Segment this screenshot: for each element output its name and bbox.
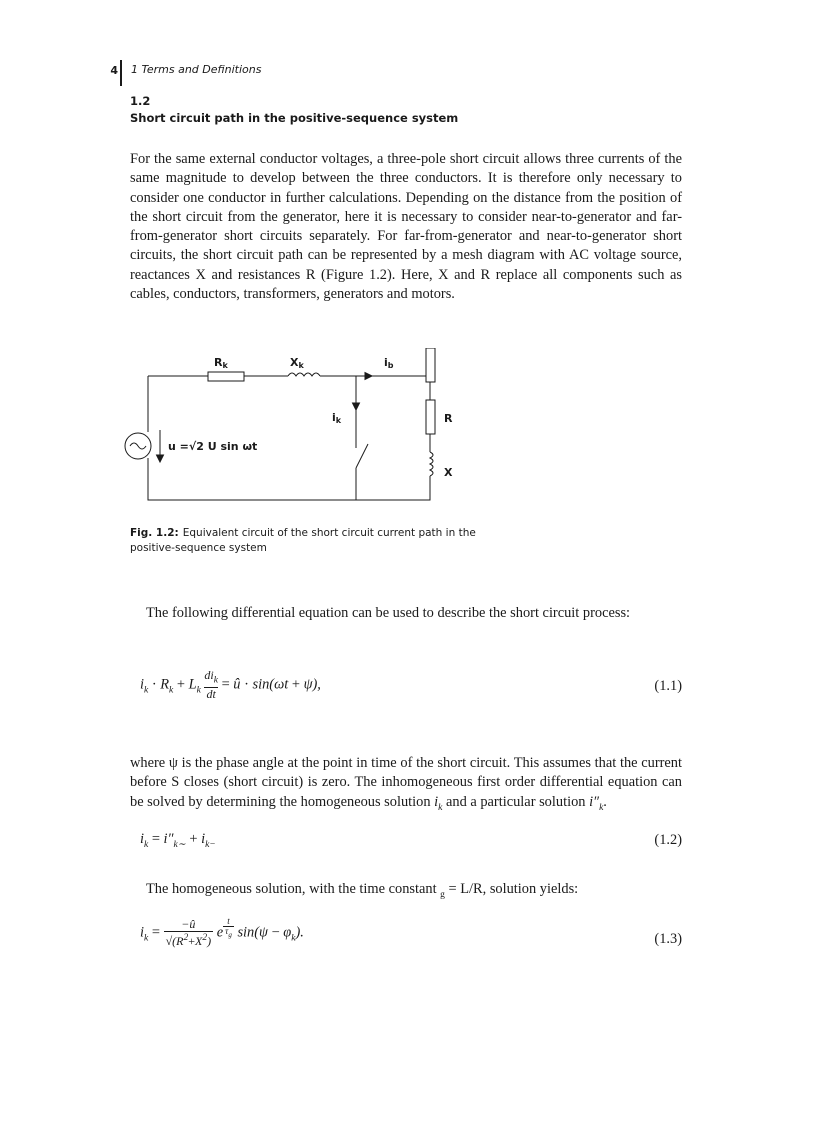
body-paragraph-solution: where ψ is the phase angle at the point in time of the short circuit. This assumes that the current before S closes (short circuit) is zero. The inhomogeneous first order differential equation can be solved by determining the homogeneous solution $i_k$ and a particular solution $i''_k$. <box>130 755 682 813</box>
equation-number-1-1: (1.1) <box>654 678 682 694</box>
equation-1-1: $i_k \cdot R_k + L_k$ $\frac{di_k}{dt}$ = û · sin(ωt + ψ), <box>140 668 321 702</box>
switch-symbol <box>356 444 368 468</box>
section-number: 1.2 <box>130 94 151 108</box>
resistor-r-symbol <box>426 348 435 382</box>
body-paragraph-differential: The following differential equation can be used to describe the short circuit process: <box>146 605 631 621</box>
equation-1-2: $i_k = i''_{k\sim} + i_{k-}$ <box>140 831 216 850</box>
body-paragraph-intro: For the same external conductor voltages, a three-pole short circuit allows three currents of the same magnitude to develop between the three conductors. It is therefore only necessary to consider one conductor in further calculations. Depending on the distance from the position of the short circuit from the generator, here it is necessary to consider near-to-generator and far-from-generator short circuits separately. For far-from-generator and near-to-generator short circuits, the short circuit path can be represented by a mesh diagram with AC voltage source, reactances X and resistances R (Figure 1.2). Here, X and R replace all components such as cables, conductors, transformers, generators and motors. <box>130 151 682 303</box>
running-head-divider <box>120 60 122 86</box>
label-source-voltage: u =√2 U sin ωt <box>168 440 258 453</box>
ib-arrow-symbol <box>365 373 372 380</box>
equation-1-3: $i_k$ = $\frac{-û}{√(R^2+X^2)}$ e $^{\frac{t}{\tau_g}}$ $\sin(\psi - \varphi_k)$. <box>140 916 304 949</box>
resistor-rk-symbol <box>208 372 244 381</box>
label-ib: ib <box>384 356 394 370</box>
inductor-x-symbol <box>430 452 433 476</box>
figure-caption <box>130 526 490 556</box>
label-ik: ik <box>332 411 342 425</box>
label-r: R <box>444 412 453 425</box>
circuit-diagram <box>110 348 470 518</box>
equation-number-1-2: (1.2) <box>654 832 682 848</box>
running-head <box>0 58 816 80</box>
equation-number-1-3: (1.3) <box>654 931 682 947</box>
label-x: X <box>444 466 453 479</box>
figure-caption-text: Equivalent circuit of the short circuit current path in the positive-sequence system <box>130 527 476 554</box>
inductor-xk-symbol <box>288 373 320 376</box>
running-head-title: 1 Terms and Definitions <box>131 63 262 76</box>
body-paragraph-homogeneous: The homogeneous solution, with the time constant $_g$ = L/R, solution yields: <box>146 881 579 900</box>
figure-caption-label: Fig. 1.2: <box>130 527 179 539</box>
section-title: Short circuit path in the positive-sequence system <box>130 111 459 125</box>
ik-arrow-symbol <box>353 403 360 410</box>
page-number: 4 <box>110 64 118 77</box>
label-rk: Rk <box>214 356 228 370</box>
label-xk: Xk <box>290 356 304 370</box>
